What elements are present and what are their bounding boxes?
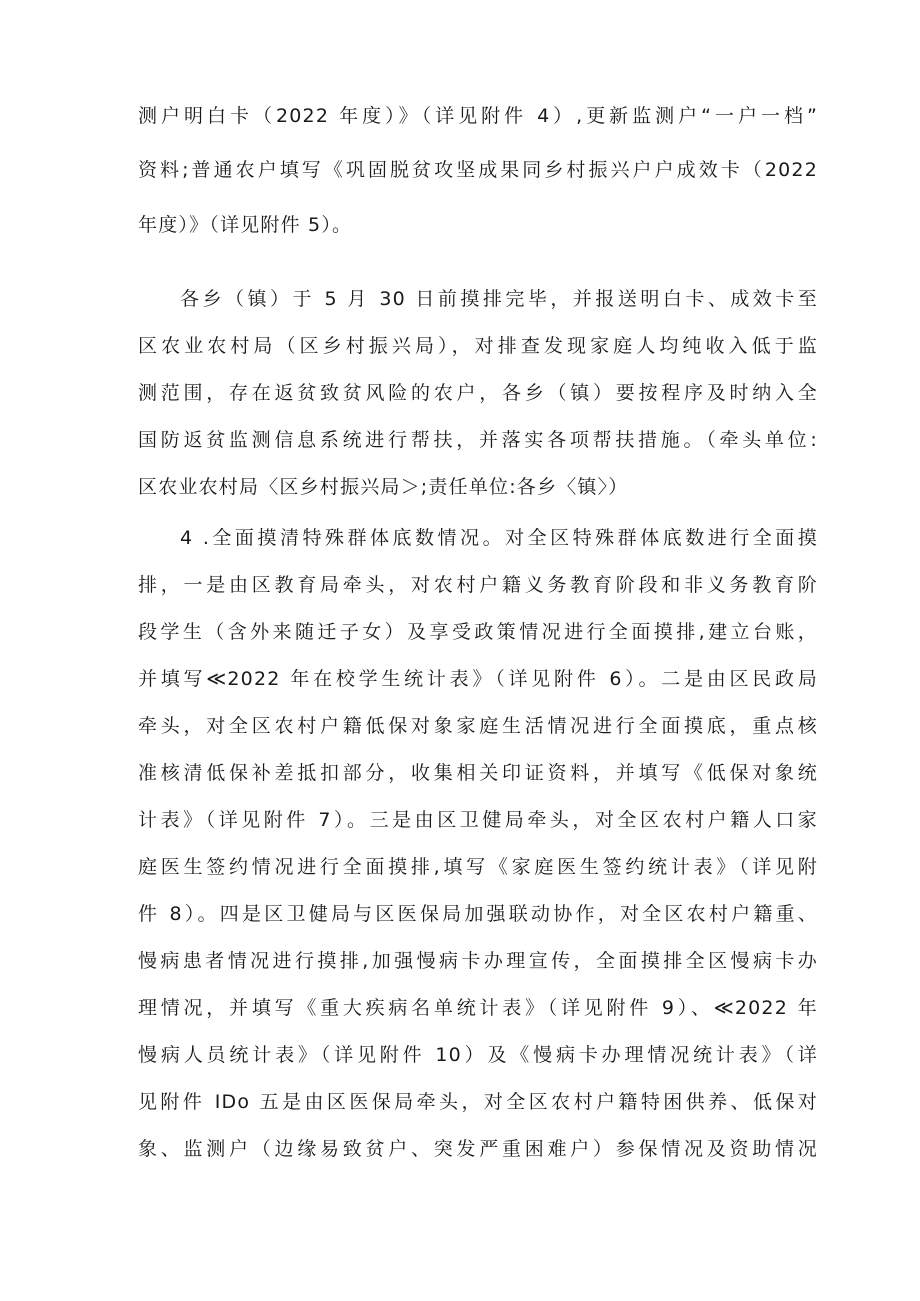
paragraph-line: 准核清低保补差抵扣部分，收集相关印证资料，并填写《低保对象统: [138, 762, 818, 784]
paragraph-line: 年度）》（详见附件 5）。: [138, 214, 353, 236]
paragraph-line: 国防返贫监测信息系统进行帮扶，并落实各项帮扶措施。（牵头单位:: [138, 429, 818, 451]
paragraph-line: 庭医生签约情况进行全面摸排,填写《家庭医生签约统计表》（详见附: [138, 856, 818, 878]
paragraph-line: 区农业农村局（区乡村振兴局），对排查发现家庭人均纯收入低于监: [138, 335, 818, 357]
paragraph-line: 测范围，存在返贫致贫风险的农户，各乡（镇）要按程序及时纳入全: [138, 382, 818, 404]
paragraph-line: 各乡（镇）于 5 月 30 日前摸排完毕，并报送明白卡、成效卡至: [180, 288, 818, 310]
paragraph-line: 资料;普通农户填写《巩固脱贫攻坚成果同乡村振兴户户成效卡（2022: [138, 159, 818, 181]
paragraph-line: 4 .全面摸清特殊群体底数情况。对全区特殊群体底数进行全面摸: [180, 527, 818, 549]
paragraph-line: 区农业农村局〈区乡村振兴局＞;责任单位:各乡〈镇〉）: [138, 476, 629, 498]
paragraph-line: 件 8）。四是区卫健局与区医保局加强联动协作，对全区农村户籍重、: [138, 903, 818, 925]
paragraph-line: 慢病患者情况进行摸排,加强慢病卡办理宣传，全面摸排全区慢病卡办: [138, 950, 818, 972]
paragraph-line: 并填写≪2022 年在校学生统计表》（详见附件 6）。二是由区民政局: [138, 668, 818, 690]
paragraph-line: 见附件 IDo 五是由区医保局牵头，对全区农村户籍特困供养、低保对: [138, 1091, 818, 1113]
paragraph-line: 牵头，对全区农村户籍低保对象家庭生活情况进行全面摸底，重点核: [138, 715, 818, 737]
paragraph-line: 慢病人员统计表》（详见附件 10）及《慢病卡办理情况统计表》（详: [138, 1044, 818, 1066]
paragraph-line: 排，一是由区教育局牵头，对农村户籍义务教育阶段和非义务教育阶: [138, 574, 818, 596]
paragraph-line: 测户明白卡（2022 年度）》（详见附件 4）,更新监测户“一户一档”: [138, 105, 818, 127]
paragraph-line: 理情况，并填写《重大疾病名单统计表》（详见附件 9）、≪2022 年: [138, 997, 818, 1019]
paragraph-line: 段学生（含外来随迁子女）及享受政策情况进行全面摸排,建立台账，: [138, 621, 818, 643]
paragraph-line: 象、监测户（边缘易致贫户、突发严重困难户）参保情况及资助情况: [138, 1138, 818, 1160]
paragraph-line: 计表》（详见附件 7）。三是由区卫健局牵头，对全区农村户籍人口家: [138, 809, 818, 831]
